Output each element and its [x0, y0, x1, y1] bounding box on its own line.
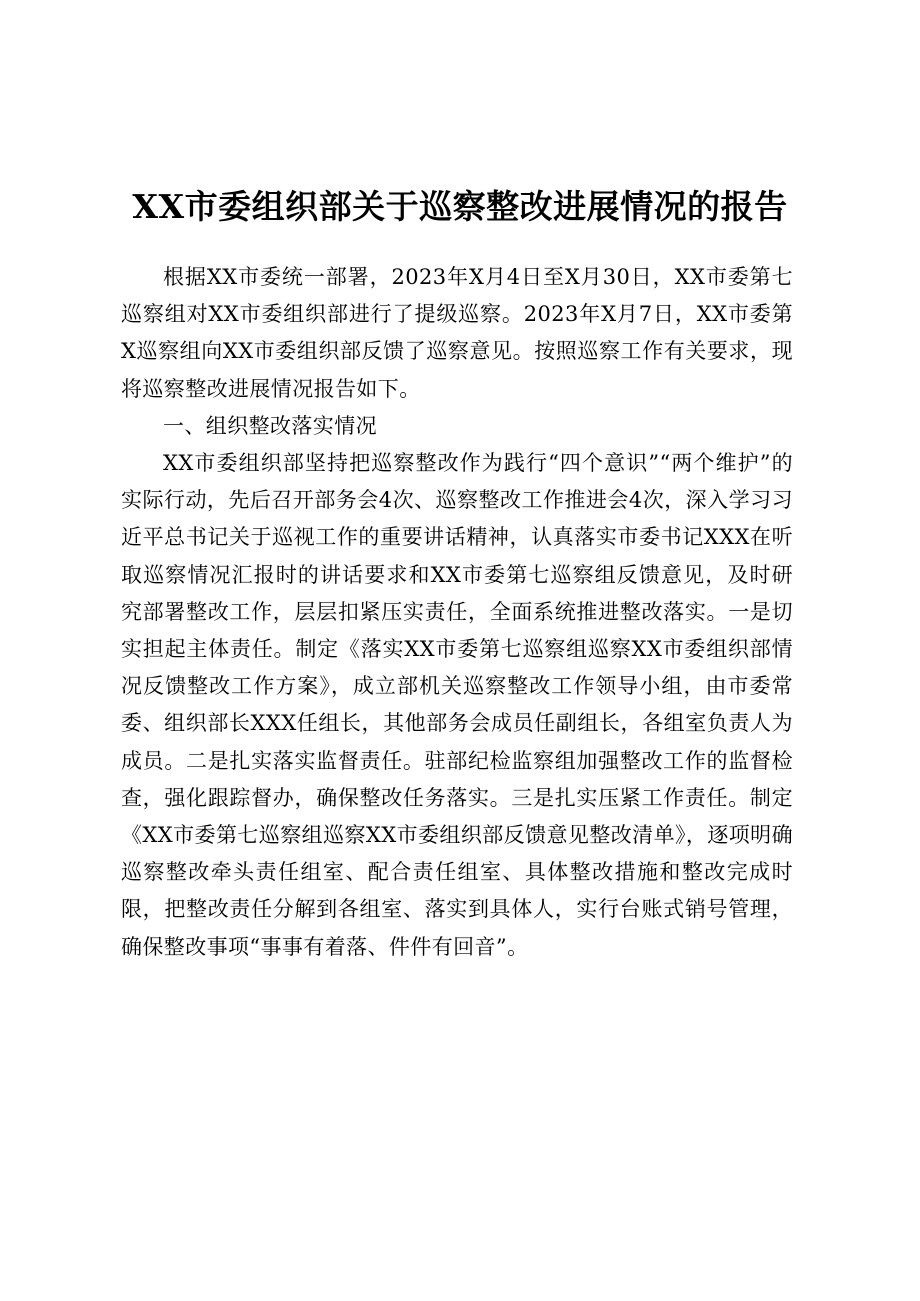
section-1-paragraph: XX市委组织部坚持把巡察整改作为践行“四个意识”“两个维护”的实际行动，先后召开部务会4次、巡察整改工作推进会4次，深入学习习近平总书记关于巡视工作的重要讲话精神，认真落实市委书记XXX在听取巡察情况汇报时的讲话要求和XX市委第七巡察组反馈意见，及时研究部署整改工作，层层扣紧压实责任，全面系统推进整改落实。一是切实担起主体责任。制定《落实XX市委第七巡察组巡察XX市委组织部情况反馈整改工作方案》，成立部机关巡察整改工作领导小组，由市委常委、组织部长XXX任组长，其他部务会成员任副组长，各组室负责人为成员。二是扎实落实监督责任。驻部纪检监察组加强整改工作的监督检查，强化跟踪督办，确保整改任务落实。三是扎实压紧工作责任。制定《XX市委第七巡察组巡察XX市委组织部反馈意见整改清单》，逐项明确巡察整改牵头责任组室、配合责任组室、具体整改措施和整改完成时限，把整改责任分解到各组室、落实到具体人，实行台账式销号管理，确保整改事项“事事有着落、件件有回音”。 — [121, 451, 793, 959]
document-body — [121, 259, 793, 966]
section-heading-1: 一、组织整改落实情况 — [163, 413, 377, 438]
intro-paragraph: 根据XX市委统一部署，2023年X月4日至X月30日，XX市委第七巡察组对XX市委组织部进行了提级巡察。2023年X月7日，XX市委第X巡察组向XX市委组织部反馈了巡察意见。按照巡察工作有关要求，现将巡察整改进展情况报告如下。 — [121, 265, 793, 401]
document-title: XX市委组织部关于巡察整改进展情况的报告 — [132, 187, 788, 226]
